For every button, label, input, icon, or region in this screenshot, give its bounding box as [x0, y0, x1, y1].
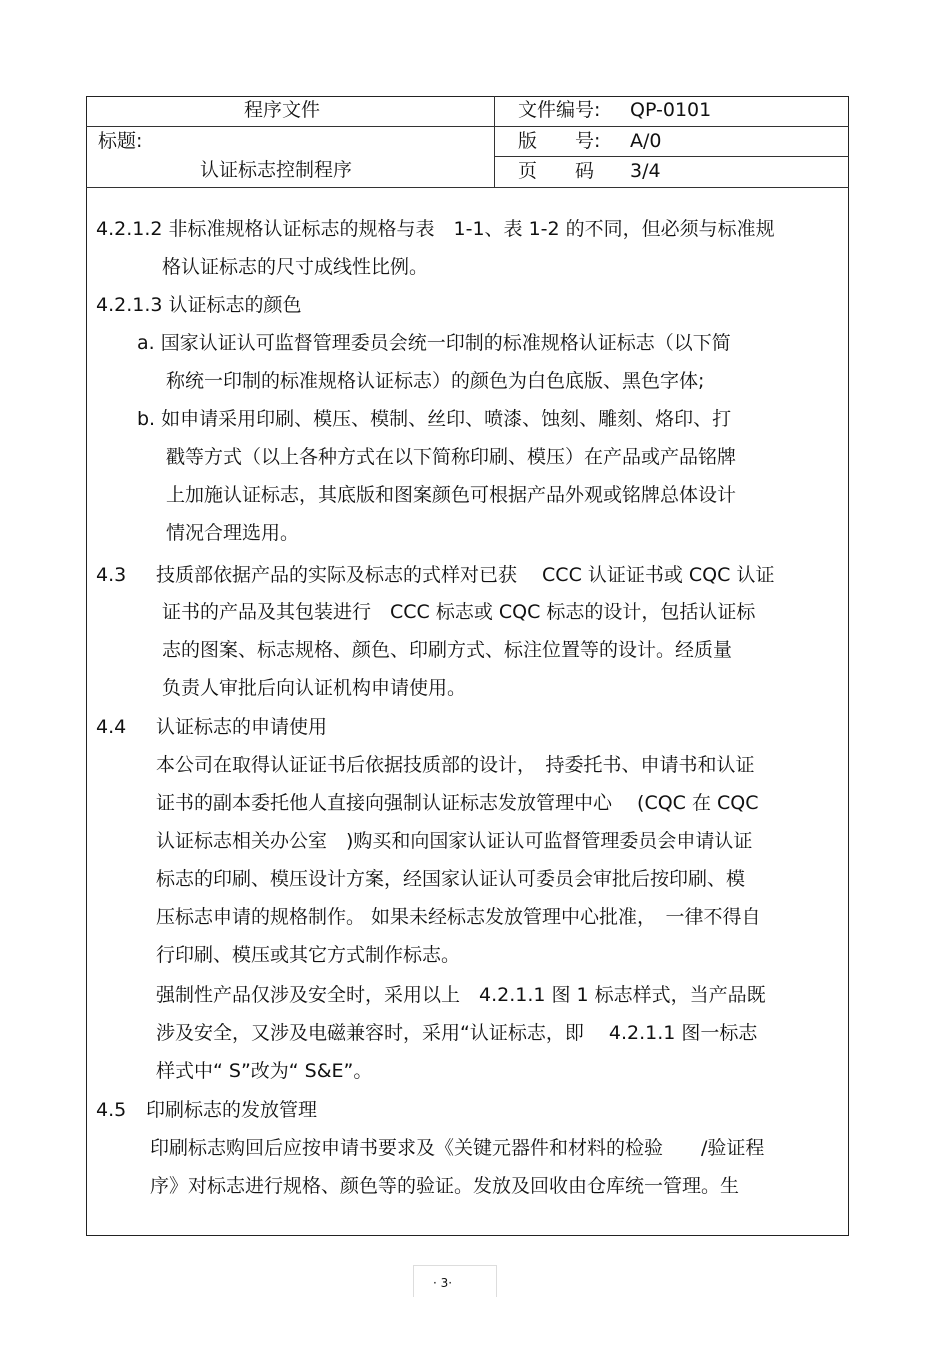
body-line: 负责人审批后向认证机构申请使用。	[162, 677, 467, 699]
body-line: 证书的产品及其包装进行 CCC 标志或 CQC 标志的设计，包括认证标	[162, 601, 756, 623]
header-column-divider	[494, 96, 495, 187]
body-line: 样式中“ S”改为“ S&E”。	[156, 1060, 373, 1082]
body-line: 强制性产品仅涉及安全时，采用以上 4.2.1.1 图 1 标志样式，当产品既	[156, 984, 766, 1006]
body-line: 技质部依据产品的实际及标志的式样对已获 CCC 认证证书或 CQC 认证	[156, 564, 775, 586]
body-line: 戳等方式（以上各种方式在以下简称印刷、模压）在产品或产品铭牌	[166, 446, 737, 468]
header-divider	[86, 187, 849, 188]
section-heading: 认证标志的申请使用	[156, 716, 328, 738]
body-line: 印刷标志购回后应按申请书要求及《关键元器件和材料的检验 /验证程	[150, 1137, 765, 1159]
body-line: 证书的副本委托他人直接向强制认证标志发放管理中心 (CQC 在 CQC	[156, 792, 759, 814]
footer-page-box	[413, 1265, 497, 1297]
body-line: 称统一印制的标准规格认证标志）的颜色为白色底版、黑色字体;	[166, 370, 705, 392]
body-line: b. 如申请采用印刷、模压、模制、丝印、喷漆、蚀刻、雕刻、烙印、打	[137, 408, 732, 430]
doc-no: QP-0101	[630, 99, 712, 121]
section-number: 4.3	[96, 564, 127, 586]
page-indicator: 3/4	[630, 160, 661, 182]
body-line: 格认证标志的尺寸成线性比例。	[162, 256, 429, 278]
title-label: 标题:	[98, 130, 143, 152]
header-divider	[86, 126, 849, 127]
body-line: 序》对标志进行规格、颜色等的验证。发放及回收由仓库统一管理。生	[150, 1175, 740, 1197]
body-line: 涉及安全，又涉及电磁兼容时，采用“认证标志，即 4.2.1.1 图一标志	[156, 1022, 758, 1044]
section-heading: 4.2.1.3 认证标志的颜色	[96, 294, 302, 316]
body-line: 行印刷、模压或其它方式制作标志。	[156, 944, 461, 966]
section-number: 4.5	[96, 1099, 127, 1121]
body-line: 本公司在取得认证证书后依据技质部的设计， 持委托书、申请书和认证	[156, 754, 755, 776]
body-line: 志的图案、标志规格、颜色、印刷方式、标注位置等的设计。经质量	[162, 639, 733, 661]
doc-type: 程序文件	[244, 99, 321, 121]
page-number: · 3·	[433, 1276, 453, 1290]
body-line: 压标志申请的规格制作。 如果未经标志发放管理中心批准， 一律不得自	[156, 906, 761, 928]
header-divider	[494, 156, 849, 157]
body-line: 情况合理选用。	[166, 522, 300, 544]
body-line: 4.2.1.2 非标准规格认证标志的规格与表 1-1、表 1-2 的不同，但必须与标准规	[96, 218, 775, 240]
body-line: 认证标志相关办公室 )购买和向国家认证认可监督管理委员会申请认证	[156, 830, 753, 852]
version-label: 版 号:	[518, 130, 601, 152]
body-line: 上加施认证标志，其底版和图案颜色可根据产品外观或铭牌总体设计	[166, 484, 737, 506]
page-label: 页 码	[518, 160, 595, 182]
doc-no-label: 文件编号:	[518, 99, 601, 121]
doc-title: 认证标志控制程序	[200, 159, 353, 181]
body-line: 标志的印刷、模压设计方案，经国家认证认可委员会审批后按印刷、模	[156, 868, 746, 890]
version: A/0	[630, 130, 662, 152]
body-line: a. 国家认证认可监督管理委员会统一印制的标准规格认证标志（以下简	[137, 332, 731, 354]
section-heading: 印刷标志的发放管理	[146, 1099, 318, 1121]
section-number: 4.4	[96, 716, 127, 738]
